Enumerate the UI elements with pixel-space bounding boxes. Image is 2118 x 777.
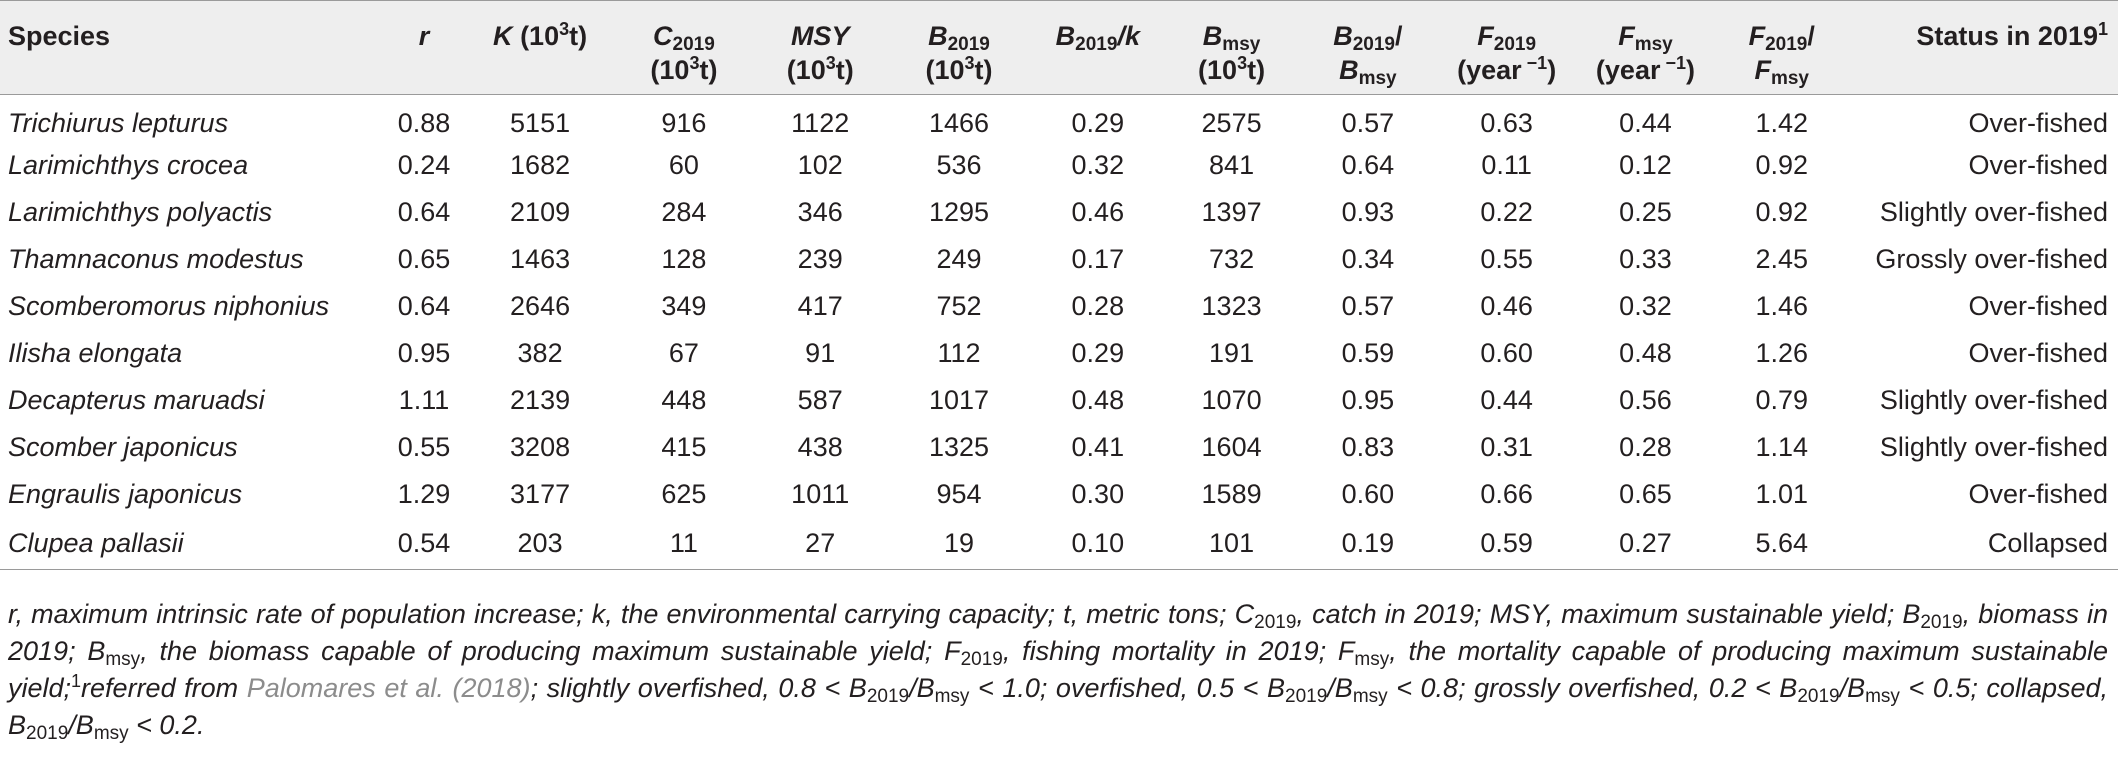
- cell-bk: 0.32: [1071, 149, 1125, 180]
- cell-msy: 587: [797, 384, 843, 415]
- cell-c: 916: [661, 107, 707, 138]
- cell-bb: 0.95: [1341, 384, 1395, 415]
- cell-b: 1325: [928, 431, 990, 462]
- table-row: [0, 236, 2118, 283]
- cell-ff: 1.46: [1755, 290, 1809, 321]
- cell-species: Scomber japonicus: [8, 431, 238, 462]
- cell-b: 752: [936, 290, 982, 321]
- cell-k: 2646: [510, 290, 571, 321]
- cell-species: Trichiurus lepturus: [8, 107, 229, 138]
- cell-status: Over-fished: [1968, 149, 2108, 180]
- cell-f: 0.46: [1480, 290, 1533, 321]
- cell-bb: 0.93: [1341, 196, 1395, 227]
- cell-status: Over-fished: [1968, 337, 2108, 368]
- cell-status: Slightly over-fished: [1879, 196, 2108, 227]
- cell-b: 1466: [928, 107, 990, 138]
- citation-link[interactable]: Palomares et al. (2018): [246, 673, 531, 703]
- cell-bmsy: 191: [1209, 337, 1255, 368]
- cell-c: 448: [661, 384, 707, 415]
- cell-msy: 239: [797, 243, 843, 274]
- col-header-c2019: $C_{2019}$ $(10^3t)$: [650, 21, 718, 85]
- cell-bk: 0.10: [1071, 527, 1125, 558]
- cell-bb: 0.19: [1341, 527, 1395, 558]
- col-header-status: Status in 2019$^1$: [1916, 19, 2108, 51]
- table-row: [0, 142, 2118, 189]
- cell-c: 128: [661, 243, 707, 274]
- cell-k: 382: [517, 337, 563, 368]
- table-row: [0, 471, 2118, 518]
- cell-bk: 0.29: [1071, 107, 1125, 138]
- cell-status: Over-fished: [1968, 107, 2108, 138]
- cell-ff: 0.92: [1755, 149, 1809, 180]
- table-header: [0, 1, 2118, 95]
- col-header-b2019-bmsy: $B_{2019}/$ $B_{msy}$: [1333, 21, 1403, 89]
- cell-c: 11: [669, 527, 698, 558]
- cell-fmsy: 0.48: [1619, 337, 1672, 368]
- table-row: [0, 518, 2118, 570]
- cell-bmsy: 2575: [1201, 107, 1262, 138]
- cell-bb: 0.59: [1341, 337, 1395, 368]
- cell-b: 954: [936, 478, 982, 509]
- cell-status: Slightly over-fished: [1879, 431, 2108, 462]
- cell-bb: 0.64: [1341, 149, 1395, 180]
- table-body: [0, 95, 2118, 570]
- cell-bb: 0.83: [1341, 431, 1395, 462]
- cell-f: 0.44: [1480, 384, 1533, 415]
- cell-r: 1.11: [398, 384, 450, 415]
- cell-msy: 91: [805, 337, 836, 368]
- cell-msy: 1011: [791, 478, 850, 509]
- cell-status: Grossly over-fished: [1875, 243, 2108, 274]
- cell-r: 0.24: [397, 149, 451, 180]
- table-row: [0, 189, 2118, 236]
- cell-bmsy: 1070: [1201, 384, 1262, 415]
- col-header-msy: MSY $(10^3t)$: [786, 21, 854, 85]
- cell-bk: 0.46: [1071, 196, 1125, 227]
- cell-msy: 27: [805, 527, 836, 558]
- cell-b: 1295: [928, 196, 990, 227]
- cell-fmsy: 0.32: [1619, 290, 1672, 321]
- cell-f: 0.59: [1480, 527, 1533, 558]
- cell-fmsy: 0.28: [1619, 431, 1672, 462]
- cell-ff: 1.42: [1755, 107, 1809, 138]
- cell-f: 0.55: [1480, 243, 1533, 274]
- cell-bk: 0.41: [1071, 431, 1125, 462]
- cell-f: 0.66: [1480, 478, 1533, 509]
- cell-k: 203: [517, 527, 563, 558]
- cell-r: 1.29: [397, 478, 451, 509]
- cell-status: Over-fished: [1968, 478, 2108, 509]
- cell-bb: 0.57: [1341, 290, 1395, 321]
- cell-species: Ilisha elongata: [8, 337, 183, 368]
- cell-bk: 0.17: [1071, 243, 1125, 274]
- cell-ff: 0.79: [1755, 384, 1809, 415]
- cell-species: Engraulis japonicus: [8, 478, 243, 509]
- table-row: [0, 377, 2118, 424]
- cell-msy: 1122: [791, 107, 850, 138]
- cell-ff: 0.92: [1755, 196, 1809, 227]
- cell-f: 0.31: [1480, 431, 1533, 462]
- cell-k: 2139: [510, 384, 571, 415]
- cell-fmsy: 0.12: [1619, 149, 1672, 180]
- cell-fmsy: 0.33: [1619, 243, 1672, 274]
- cell-r: 0.95: [397, 337, 451, 368]
- cell-ff: 1.26: [1755, 337, 1809, 368]
- cell-bk: 0.48: [1071, 384, 1125, 415]
- cell-k: 1682: [510, 149, 571, 180]
- cell-c: 625: [661, 478, 707, 509]
- table-row: [0, 95, 2118, 142]
- cell-r: 0.54: [397, 527, 451, 558]
- cell-ff: 5.64: [1755, 527, 1809, 558]
- cell-msy: 346: [797, 196, 843, 227]
- cell-bb: 0.60: [1341, 478, 1395, 509]
- cell-f: 0.60: [1480, 337, 1533, 368]
- cell-r: 0.55: [397, 431, 451, 462]
- col-header-f2019: $F_{2019}$ (year $^{-1}$): [1457, 21, 1557, 85]
- cell-ff: 1.01: [1755, 478, 1809, 509]
- cell-k: 3208: [510, 431, 571, 462]
- cell-species: Thamnaconus modestus: [8, 243, 304, 274]
- cell-k: 2109: [510, 196, 571, 227]
- cell-k: 3177: [510, 478, 571, 509]
- cell-status: Collapsed: [1987, 527, 2108, 558]
- cell-bmsy: 732: [1209, 243, 1255, 274]
- cell-fmsy: 0.65: [1619, 478, 1672, 509]
- cell-r: 0.64: [397, 290, 451, 321]
- cell-fmsy: 0.56: [1619, 384, 1672, 415]
- cell-species: Larimichthys crocea: [8, 149, 249, 180]
- cell-species: Decapterus maruadsi: [8, 384, 265, 415]
- cell-species: Clupea pallasii: [8, 527, 184, 558]
- cell-bmsy: 1604: [1201, 431, 1262, 462]
- cell-k: 1463: [510, 243, 571, 274]
- col-header-b2019-k: $B_{2019}/k$: [1055, 21, 1140, 55]
- cell-bmsy: 1397: [1201, 196, 1262, 227]
- cell-b: 19: [943, 527, 975, 558]
- cell-species: Scomberomorus niphonius: [8, 290, 330, 321]
- cell-bmsy: 1589: [1201, 478, 1262, 509]
- cell-msy: 417: [797, 290, 843, 321]
- cell-ff: 2.45: [1755, 243, 1809, 274]
- cell-msy: 438: [797, 431, 843, 462]
- cell-r: 0.64: [397, 196, 451, 227]
- cell-bk: 0.30: [1071, 478, 1125, 509]
- cell-f: 0.11: [1481, 149, 1532, 180]
- cell-ff: 1.14: [1755, 431, 1809, 462]
- col-header-fmsy: $F_{msy}$ (year $^{-1}$): [1595, 21, 1695, 85]
- cell-bmsy: 101: [1209, 527, 1255, 558]
- cell-status: Over-fished: [1968, 290, 2108, 321]
- cell-b: 1017: [928, 384, 990, 415]
- cell-c: 284: [661, 196, 707, 227]
- cell-status: Slightly over-fished: [1879, 384, 2108, 415]
- table-footnote: r, maximum intrinsic rate of population increase; k, the environmental carrying capacity; t, metric tons; $C_{2019}$, catch in 2019; MSY, maximum sustainable yield; $B_{2019}$, biomass in 2019; $B_{msy}$, the biomass capable of producing maximum sustainable yield; $F_{2019}$, fishing mortality in 2019; $F_{msy}$, the mortality capable of producing maximum sustainable yield;$^1$referred from Palomares et al. (2018); slightly overfished, $0.8 < B_{2019}/B_{msy} < 1.0$; overfished, $0.5 < B_{2019}/B_{msy} < 0.8$; grossly overfished, $0.2 < B_{2019}/B_{msy} < 0.5$; collapsed, $B_{2019}/B_{msy} < 0.2$.: [8, 599, 2109, 744]
- col-header-bmsy: $B_{msy}$ $(10^3t)$: [1198, 21, 1266, 85]
- cell-b: 536: [936, 149, 982, 180]
- table-row: [0, 330, 2118, 377]
- col-header-f2019-fmsy: $F_{2019}/$ $F_{msy}$: [1748, 21, 1815, 89]
- cell-bmsy: 1323: [1201, 290, 1262, 321]
- cell-bk: 0.29: [1071, 337, 1125, 368]
- cell-fmsy: 0.25: [1619, 196, 1672, 227]
- cell-msy: 102: [797, 149, 843, 180]
- cell-bb: 0.34: [1341, 243, 1395, 274]
- table-row: [0, 283, 2118, 330]
- cell-c: 60: [668, 149, 699, 180]
- cell-f: 0.63: [1480, 107, 1533, 138]
- cell-k: 5151: [510, 107, 571, 138]
- cell-fmsy: 0.27: [1619, 527, 1672, 558]
- cell-b: 112: [937, 337, 981, 368]
- cell-c: 67: [668, 337, 699, 368]
- cell-fmsy: 0.44: [1619, 107, 1672, 138]
- col-header-k: K $(10^3t)$: [493, 19, 588, 51]
- cell-b: 249: [936, 243, 982, 274]
- col-header-b2019: $B_{2019}$ $(10^3t)$: [925, 21, 993, 85]
- header-row: [0, 1, 2118, 95]
- cell-bk: 0.28: [1071, 290, 1125, 321]
- cell-species: Larimichthys polyactis: [8, 196, 273, 227]
- col-header-species: Species: [8, 21, 111, 51]
- cell-bb: 0.57: [1341, 107, 1395, 138]
- cell-c: 415: [661, 431, 707, 462]
- table-row: [0, 424, 2118, 471]
- col-header-r: r: [418, 21, 430, 51]
- cell-c: 349: [661, 290, 707, 321]
- cell-r: 0.88: [397, 107, 451, 138]
- cell-bmsy: 841: [1209, 149, 1255, 180]
- cell-r: 0.65: [397, 243, 451, 274]
- cell-f: 0.22: [1480, 196, 1533, 227]
